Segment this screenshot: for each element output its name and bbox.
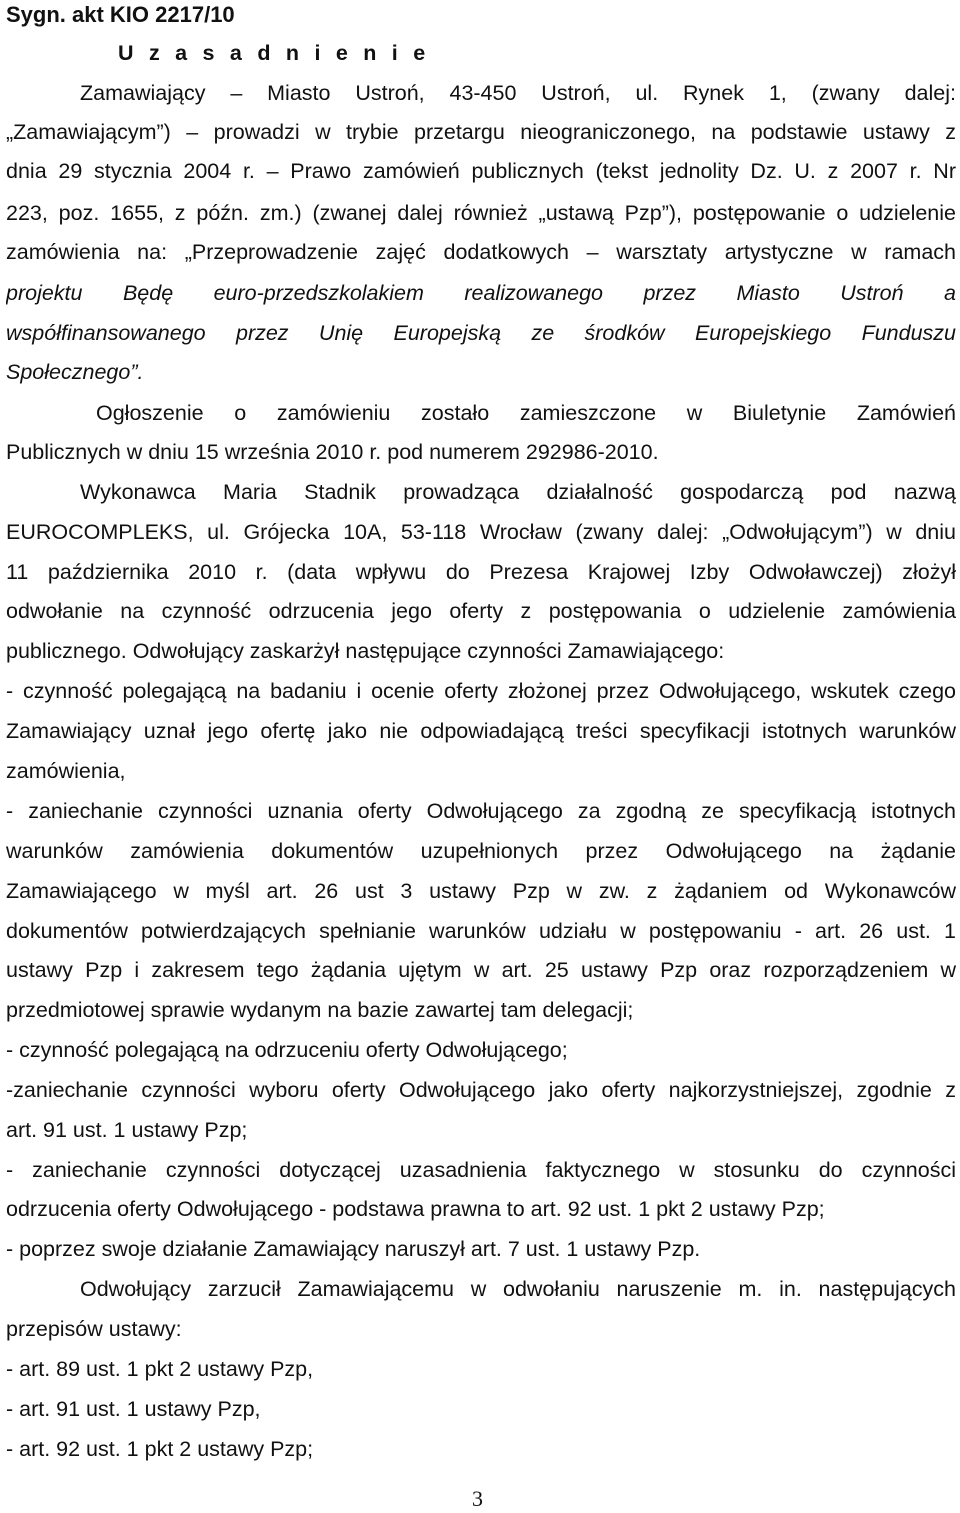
- text-line: Publicznych w dniu 15 września 2010 r. pod numerem 292986-2010.: [6, 440, 659, 464]
- text-line: - art. 92 ust. 1 pkt 2 ustawy Pzp;: [6, 1437, 314, 1461]
- text-line: Ogłoszenie o zamówieniu zostało zamieszczone w Biuletynie Zamówień: [96, 401, 956, 425]
- text-line: - poprzez swoje działanie Zamawiający naruszył art. 7 ust. 1 ustawy Pzp.: [6, 1237, 701, 1261]
- text-line: dnia 29 stycznia 2004 r. – Prawo zamówień publicznych (tekst jednolity Dz. U. z 2007 r. Nr: [6, 159, 956, 183]
- text-line: - art. 91 ust. 1 ustawy Pzp,: [6, 1397, 261, 1421]
- text-line: - czynność polegającą na badaniu i ocenie oferty złożonej przez Odwołującego, wskutek czego: [6, 679, 956, 703]
- text-line: Odwołujący zarzucił Zamawiającemu w odwołaniu naruszenie m. in. następujących: [80, 1277, 956, 1301]
- text-line: Zamawiający – Miasto Ustroń, 43-450 Ustroń, ul. Rynek 1, (zwany dalej:: [80, 81, 956, 105]
- text-line: Społecznego”.: [6, 360, 144, 384]
- text-line: „Zamawiającym”) – prowadzi w trybie przetargu nieograniczonego, na podstawie ustawy z: [6, 120, 956, 144]
- text-line: odwołanie na czynność odrzucenia jego oferty z postępowania o udzielenie zamówienia: [6, 599, 956, 623]
- text-line: zamówienia na: „Przeprowadzenie zajęć dodatkowych – warsztaty artystyczne w ramach: [6, 240, 956, 264]
- text-line: odrzucenia oferty Odwołującego - podstawa prawna to art. 92 ust. 1 pkt 2 ustawy Pzp;: [6, 1197, 825, 1221]
- case-signature: Sygn. akt KIO 2217/10: [6, 2, 235, 27]
- text-line: 11 października 2010 r. (data wpływu do Prezesa Krajowej Izby Odwoławczej) złożył: [6, 560, 956, 584]
- text-line: projektu Będę euro-przedszkolakiem realizowanego przez Miasto Ustroń a: [6, 281, 956, 305]
- text-line: -zaniechanie czynności wyboru oferty Odwołującego jako oferty najkorzystniejszej, zgodnie z: [6, 1078, 956, 1102]
- text-line: współfinansowanego przez Unię Europejską ze środków Europejskiego Funduszu: [6, 321, 956, 345]
- text-line: 223, poz. 1655, z późn. zm.) (zwanej dalej również „ustawą Pzp”), postępowanie o udzielenie: [6, 201, 956, 225]
- section-title: U z a s a d n i e n i e: [118, 41, 430, 65]
- text-line: - art. 89 ust. 1 pkt 2 ustawy Pzp,: [6, 1357, 314, 1381]
- text-line: - zaniechanie czynności uznania oferty Odwołującego za zgodną ze specyfikacją istotnych: [6, 799, 956, 823]
- text-line: zamówienia,: [6, 759, 126, 783]
- text-line: EUROCOMPLEKS, ul. Grójecka 10A, 53-118 Wrocław (zwany dalej: „Odwołującym”) w dniu: [6, 520, 956, 544]
- text-line: przedmiotowej sprawie wydanym na bazie zawartej tam delegacji;: [6, 998, 634, 1022]
- text-line: - zaniechanie czynności dotyczącej uzasadnienia faktycznego w stosunku do czynności: [6, 1158, 956, 1182]
- text-line: - czynność polegającą na odrzuceniu oferty Odwołującego;: [6, 1038, 568, 1062]
- text-line: dokumentów potwierdzających spełnianie warunków udziału w postępowaniu - art. 26 ust. 1: [6, 919, 956, 943]
- text-line: ustawy Pzp i zakresem tego żądania ujętym w art. 25 ustawy Pzp oraz rozporządzeniem w: [6, 958, 956, 982]
- text-line: przepisów ustawy:: [6, 1317, 182, 1341]
- text-line: publicznego. Odwołujący zaskarżył następujące czynności Zamawiającego:: [6, 639, 725, 663]
- text-line: art. 91 ust. 1 ustawy Pzp;: [6, 1118, 248, 1142]
- text-line: Wykonawca Maria Stadnik prowadząca działalność gospodarczą pod nazwą: [80, 480, 956, 504]
- text-line: Zamawiający uznał jego ofertę jako nie odpowiadającą treści specyfikacji istotnych warunków: [6, 719, 956, 743]
- page-number: 3: [472, 1486, 483, 1511]
- text-line: Zamawiającego w myśl art. 26 ust 3 ustawy Pzp w zw. z żądaniem od Wykonawców: [6, 879, 956, 903]
- text-line: warunków zamówienia dokumentów uzupełnionych przez Odwołującego na żądanie: [6, 839, 956, 863]
